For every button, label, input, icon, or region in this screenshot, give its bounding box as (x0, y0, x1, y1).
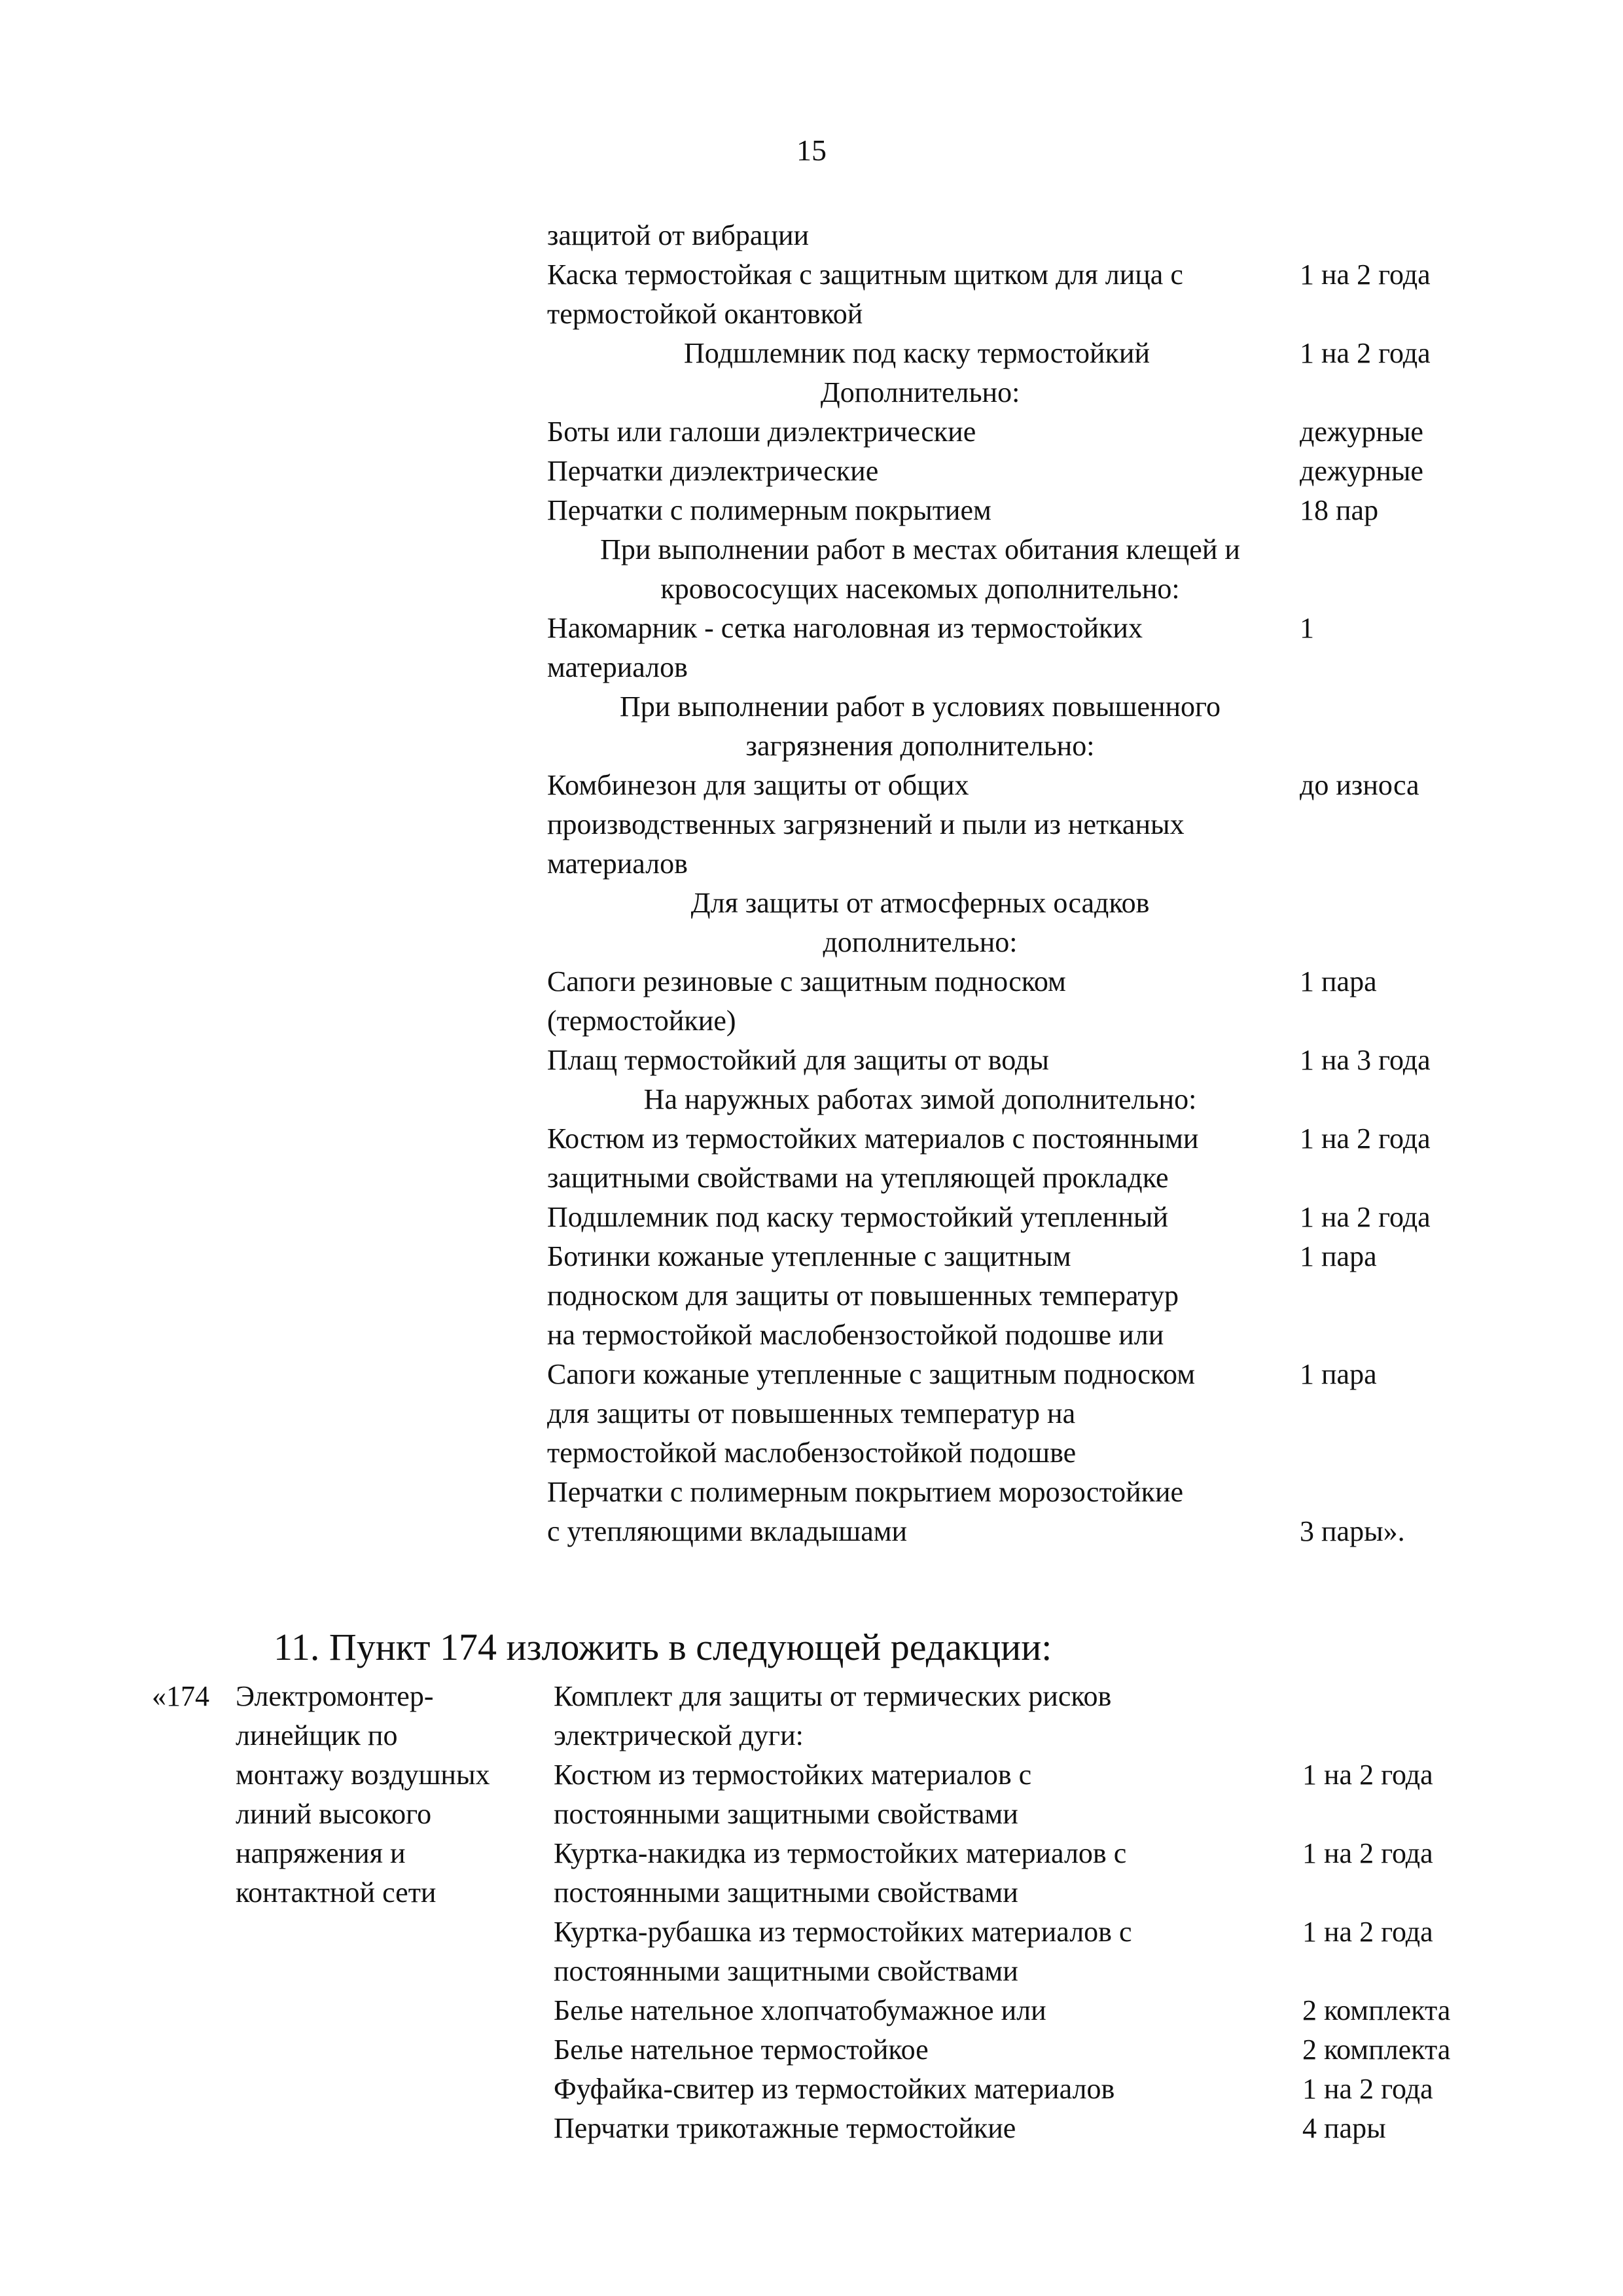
profession-line: контактной сети (236, 1876, 437, 1909)
ppe-item-row (547, 216, 1516, 255)
item-quantity: 1 на 2 года (1302, 1759, 1433, 1791)
subsection-heading (547, 884, 1293, 962)
item-text-line: для защиты от повышенных температур на (547, 1397, 1076, 1429)
item-text-line: подноском для защиты от повышенных температур (547, 1280, 1179, 1312)
ppe-item-row (547, 1237, 1516, 1355)
item-quantity: 1 на 2 года (1302, 1916, 1433, 1948)
item-text-line: производственных загрязнений и пыли из нетканых (547, 808, 1185, 840)
section-title: 11. Пункт 174 изложить в следующей редакции: (274, 1626, 1052, 1668)
item-text-line: Плащ термостойкий для защиты от воды (547, 1044, 1049, 1076)
item-text-line: постоянными защитными свойствами (554, 1876, 1018, 1909)
item-text-line: материалов (547, 651, 688, 683)
item-text-line: Перчатки трикотажные термостойкие (554, 2112, 1016, 2144)
ppe-item-row (547, 334, 1516, 373)
item-text-line: Куртка-накидка из термостойких материалов с (554, 1837, 1127, 1869)
item-quantity: до износа (1300, 769, 1419, 801)
ppe-item-row (547, 1119, 1516, 1198)
item-text-line: Перчатки диэлектрические (547, 455, 879, 487)
ppe-item-row (554, 2070, 1489, 2109)
ppe-item-row (547, 1355, 1516, 1473)
heading-line: При выполнении работ в местах обитания клещей и (600, 533, 1240, 565)
item-text-line: Накомарник - сетка наголовная из термостойких (547, 612, 1143, 644)
item-text-line: материалов (547, 848, 688, 880)
profession-line: Электромонтер- (236, 1680, 434, 1712)
item-text-line: с утепляющими вкладышами (547, 1515, 908, 1547)
profession-line: монтажу воздушных (236, 1759, 490, 1791)
ppe-item-row (554, 1755, 1489, 1834)
item-text-line: Комплект для защиты от термических рисков (554, 1680, 1112, 1712)
item-text-line: Сапоги резиновые с защитным подноском (547, 965, 1066, 997)
item-text-line: Белье нательное термостойкое (554, 2034, 929, 2066)
ppe-item-row (547, 1473, 1516, 1551)
ppe-item-row (547, 412, 1516, 452)
heading-line: загрязнения дополнительно: (745, 730, 1095, 762)
ppe-item-row (547, 609, 1516, 687)
item-quantity: дежурные (1300, 416, 1423, 448)
item-quantity: 1 на 3 года (1300, 1044, 1431, 1076)
item-text-line: Перчатки с полимерным покрытием морозостойкие (547, 1476, 1184, 1508)
profession-line: линий высокого (236, 1798, 432, 1830)
item-quantity: 1 (1300, 612, 1314, 644)
item-text-line: (термостойкие) (547, 1005, 736, 1037)
item-quantity: 1 пара (1300, 1358, 1377, 1390)
subsection-heading (547, 687, 1293, 766)
ppe-item-row (554, 1991, 1489, 2030)
profession-line: напряжения и (236, 1837, 406, 1869)
item-quantity: 1 на 2 года (1300, 1201, 1431, 1233)
ppe-item-row (547, 766, 1516, 884)
ppe-list-continuation (547, 216, 1516, 1551)
item-quantity: 2 комплекта (1302, 2034, 1451, 2066)
ppe-item-row (554, 2030, 1489, 2070)
heading-line: Дополнительно: (820, 376, 1020, 408)
item-text-line: Боты или галоши диэлектрические (547, 416, 976, 448)
item-quantity: 1 на 2 года (1302, 2073, 1433, 2105)
heading-line: Для защиты от атмосферных осадков (690, 887, 1150, 919)
ppe-item-row (554, 2109, 1489, 2148)
ppe-item-row (547, 1041, 1516, 1080)
item-text-line: термостойкой маслобензостойкой подошве (547, 1437, 1077, 1469)
item-text-line: Ботинки кожаные утепленные с защитным (547, 1240, 1071, 1272)
item-text-line: Фуфайка-свитер из термостойких материалов (554, 2073, 1115, 2105)
ppe-items-list (554, 1677, 1489, 2148)
item-text-line: постоянными защитными свойствами (554, 1798, 1018, 1830)
item-quantity: 1 на 2 года (1300, 337, 1431, 369)
subsection-heading (547, 373, 1293, 412)
ppe-item-row (547, 491, 1516, 530)
item-text-line: защитными свойствами на утепляющей прокладке (547, 1162, 1169, 1194)
item-text-line: постоянными защитными свойствами (554, 1955, 1018, 1987)
item-text-line: электрической дуги: (554, 1719, 804, 1751)
heading-line: При выполнении работ в условиях повышенного (619, 691, 1221, 723)
item-quantity: 1 на 2 года (1300, 259, 1431, 291)
item-text-line: Комбинезон для защиты от общих (547, 769, 969, 801)
ppe-item-row (554, 1912, 1489, 1991)
item-text-line: на термостойкой маслобензостойкой подошве или (547, 1319, 1164, 1351)
item-text-line: Костюм из термостойких материалов с (554, 1759, 1032, 1791)
ppe-item-row (554, 1677, 1489, 1755)
item-quantity: дежурные (1300, 455, 1423, 487)
ppe-item-row (547, 255, 1516, 334)
item-text-line: Белье нательное хлопчатобумажное или (554, 1994, 1046, 2026)
item-text-line: защитой от вибрации (547, 219, 810, 251)
subsection-heading (547, 1080, 1293, 1119)
heading-line: На наружных работах зимой дополнительно: (643, 1083, 1197, 1115)
heading-line: кровососущих насекомых дополнительно: (660, 573, 1180, 605)
page-number: 15 (796, 134, 827, 167)
item-quantity: 1 пара (1300, 965, 1377, 997)
heading-line: дополнительно: (823, 926, 1018, 958)
item-text-line: термостойкой окантовкой (547, 298, 863, 330)
item-quantity: 2 комплекта (1302, 1994, 1451, 2026)
ppe-item-row (547, 962, 1516, 1041)
profession-name (236, 1677, 543, 1912)
item-number: «174 (152, 1680, 209, 1712)
ppe-item-row (547, 452, 1516, 491)
item-text-line: Костюм из термостойких материалов с постоянными (547, 1122, 1199, 1155)
item-text-line: Подшлемник под каску термостойкий (684, 337, 1150, 369)
ppe-item-row (554, 1834, 1489, 1912)
item-quantity: 1 пара (1300, 1240, 1377, 1272)
item-quantity: 3 пары». (1300, 1515, 1405, 1547)
item-text-line: Куртка-рубашка из термостойких материалов с (554, 1916, 1132, 1948)
item-text-line: Сапоги кожаные утепленные с защитным подноском (547, 1358, 1196, 1390)
item-text-line: Подшлемник под каску термостойкий утепленный (547, 1201, 1168, 1233)
item-quantity: 1 на 2 года (1300, 1122, 1431, 1155)
ppe-item-row (547, 1198, 1516, 1237)
item-quantity: 4 пары (1302, 2112, 1386, 2144)
item-text-line: Перчатки с полимерным покрытием (547, 494, 991, 526)
item-quantity: 18 пар (1300, 494, 1379, 526)
item-text-line: Каска термостойкая с защитным щитком для лица с (547, 259, 1183, 291)
item-quantity: 1 на 2 года (1302, 1837, 1433, 1869)
profession-line: линейщик по (236, 1719, 398, 1751)
subsection-heading (547, 530, 1293, 609)
